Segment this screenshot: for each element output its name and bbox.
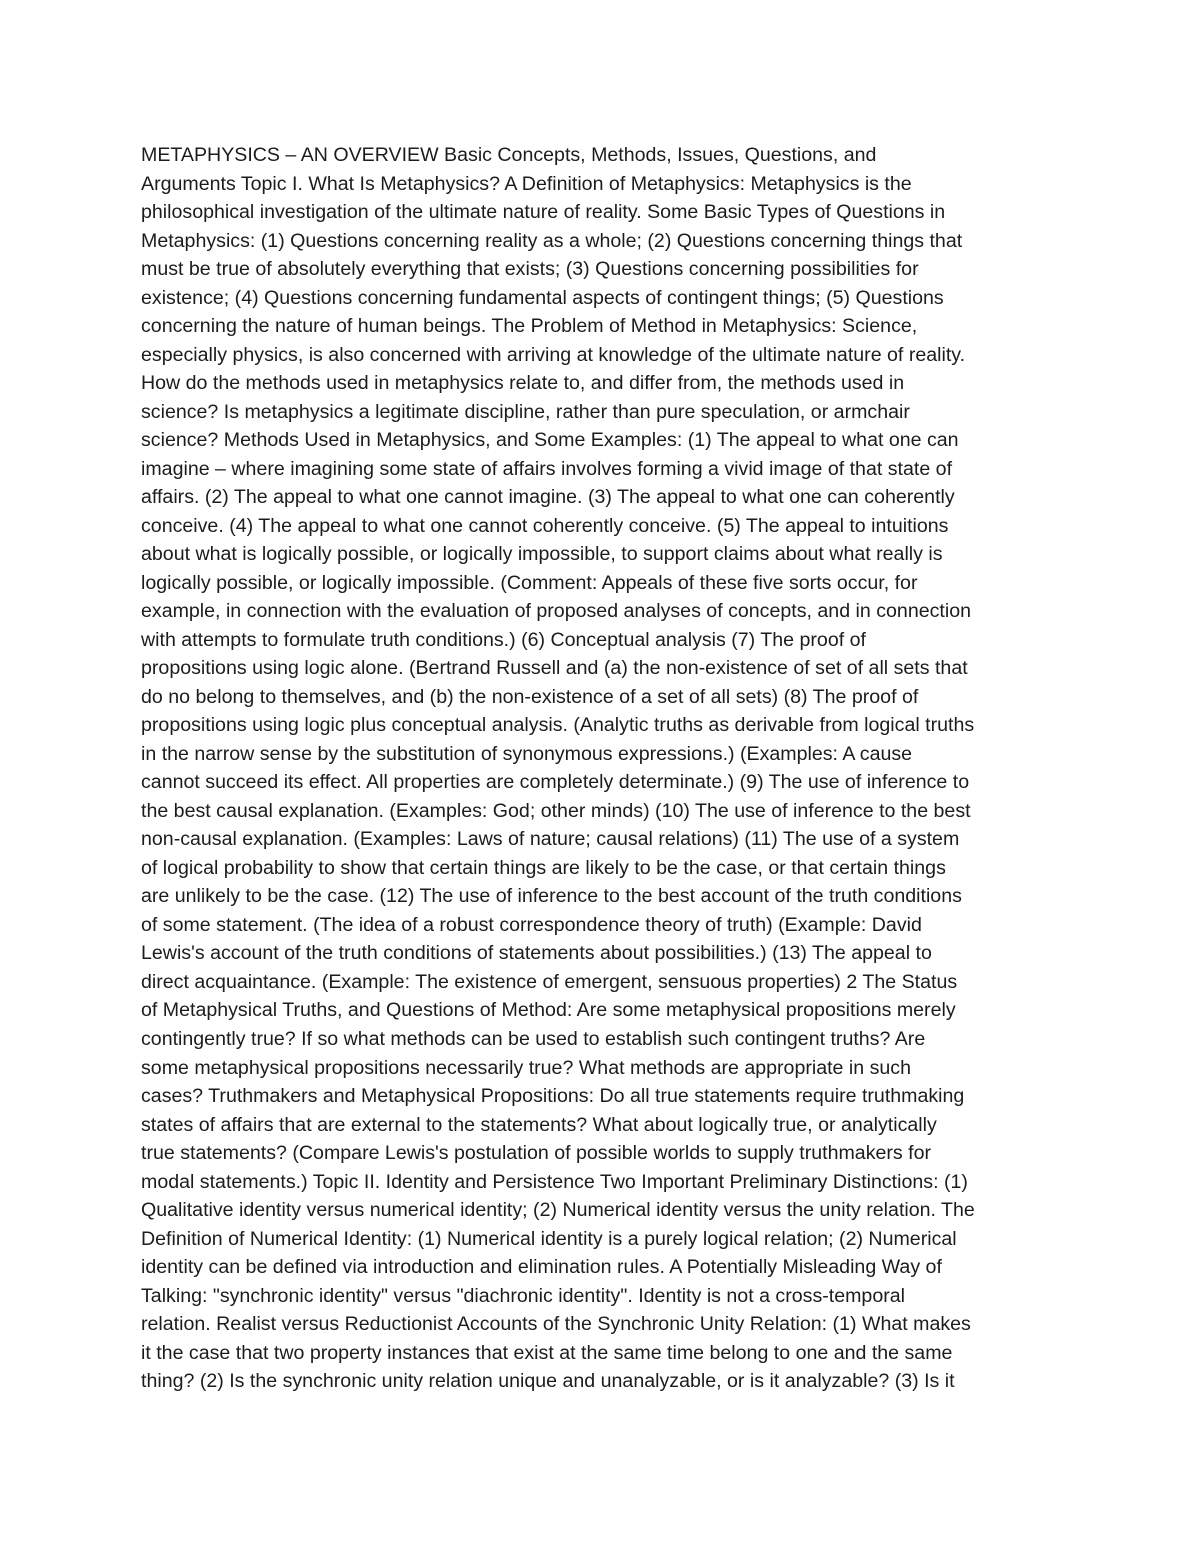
text-line: philosophical investigation of the ultimate nature of reality. Some Basic Types of Questions in	[141, 201, 946, 224]
text-line: existence; (4) Questions concerning fundamental aspects of contingent things; (5) Questions	[141, 286, 944, 309]
text-line: conceive. (4) The appeal to what one cannot coherently conceive. (5) The appeal to intuitions	[141, 514, 949, 537]
text-line: true statements? (Compare Lewis's postulation of possible worlds to supply truthmakers for	[141, 1142, 932, 1165]
text-line: are unlikely to be the case. (12) The use of inference to the best account of the truth conditions	[141, 885, 962, 908]
text-line: some metaphysical propositions necessarily true? What methods are appropriate in such	[141, 1056, 911, 1079]
text-line: contingently true? If so what methods can be used to establish such contingent truths? Are	[141, 1027, 926, 1050]
text-line: must be true of absolutely everything that exists; (3) Questions concerning possibilities for	[141, 258, 919, 281]
text-line: direct acquaintance. (Example: The existence of emergent, sensuous properties) 2 The Status	[141, 970, 958, 993]
text-line: states of affairs that are external to the statements? What about logically true, or analytically	[141, 1113, 937, 1136]
text-line: Arguments Topic I. What Is Metaphysics? A Definition of Metaphysics: Metaphysics is the	[141, 172, 912, 195]
text-line: propositions using logic alone. (Bertrand Russell and (a) the non-existence of set of all sets that	[141, 657, 968, 680]
body-text	[141, 141, 1081, 1396]
text-line: science? Is metaphysics a legitimate discipline, rather than pure speculation, or armchair	[141, 400, 910, 423]
text-line: relation. Realist versus Reductionist Accounts of the Synchronic Unity Relation: (1) What makes	[141, 1313, 971, 1336]
text-line: about what is logically possible, or logically impossible, to support claims about what really is	[141, 543, 943, 566]
text-line: non-causal explanation. (Examples: Laws of nature; causal relations) (11) The use of a system	[141, 828, 960, 851]
text-line: affairs. (2) The appeal to what one cannot imagine. (3) The appeal to what one can coherently	[141, 486, 955, 509]
text-line: cases? Truthmakers and Metaphysical Propositions: Do all true statements require truthmaking	[141, 1085, 965, 1108]
text-line: concerning the nature of human beings. The Problem of Method in Metaphysics: Science,	[141, 315, 918, 338]
text-line: with attempts to formulate truth conditions.) (6) Conceptual analysis (7) The proof of	[141, 628, 866, 651]
text-line: modal statements.) Topic II. Identity and Persistence Two Important Preliminary Distinctions: (1)	[141, 1170, 968, 1193]
text-line: in the narrow sense by the substitution of synonymous expressions.) (Examples: A cause	[141, 742, 913, 765]
text-line: Definition of Numerical Identity: (1) Numerical identity is a purely logical relation; (2) Numerical	[141, 1227, 957, 1250]
text-line: the best causal explanation. (Examples: God; other minds) (10) The use of inference to the best	[141, 799, 971, 822]
text-line: do no belong to themselves, and (b) the non-existence of a set of all sets) (8) The proof of	[141, 685, 919, 708]
text-line: imagine – where imagining some state of affairs involves forming a vivid image of that state of	[141, 457, 953, 480]
text-line: of logical probability to show that certain things are likely to be the case, or that certain things	[141, 856, 946, 879]
text-line: especially physics, is also concerned with arriving at knowledge of the ultimate nature of reality.	[141, 343, 966, 366]
text-line: METAPHYSICS – AN OVERVIEW Basic Concepts, Methods, Issues, Questions, and	[141, 144, 877, 166]
text-line: thing? (2) Is the synchronic unity relation unique and unanalyzable, or is it analyzable? (3) Is it	[141, 1370, 955, 1393]
text-line: logically possible, or logically impossible. (Comment: Appeals of these five sorts occur, for	[141, 571, 918, 594]
text-line: of some statement. (The idea of a robust correspondence theory of truth) (Example: David	[141, 913, 922, 936]
text-line: How do the methods used in metaphysics relate to, and differ from, the methods used in	[141, 372, 905, 395]
text-line: Lewis's account of the truth conditions of statements about possibilities.) (13) The appeal to	[141, 942, 932, 965]
text-line: Qualitative identity versus numerical identity; (2) Numerical identity versus the unity relation. The	[141, 1199, 975, 1222]
text-line: Metaphysics: (1) Questions concerning reality as a whole; (2) Questions concerning things that	[141, 229, 963, 252]
text-line: example, in connection with the evaluation of proposed analyses of concepts, and in connection	[141, 600, 972, 623]
text-line: propositions using logic plus conceptual analysis. (Analytic truths as derivable from logical truths	[141, 714, 975, 737]
text-line: of Metaphysical Truths, and Questions of Method: Are some metaphysical propositions merely	[141, 999, 956, 1022]
text-line: it the case that two property instances that exist at the same time belong to one and the same	[141, 1341, 953, 1364]
text-line: science? Methods Used in Metaphysics, and Some Examples: (1) The appeal to what one can	[141, 429, 959, 452]
text-line: identity can be defined via introduction and elimination rules. A Potentially Misleading Way of	[141, 1256, 942, 1279]
text-line: cannot succeed its effect. All properties are completely determinate.) (9) The use of inference to	[141, 771, 970, 794]
text-line: Talking: "synchronic identity" versus "diachronic identity". Identity is not a cross-temporal	[141, 1284, 906, 1307]
